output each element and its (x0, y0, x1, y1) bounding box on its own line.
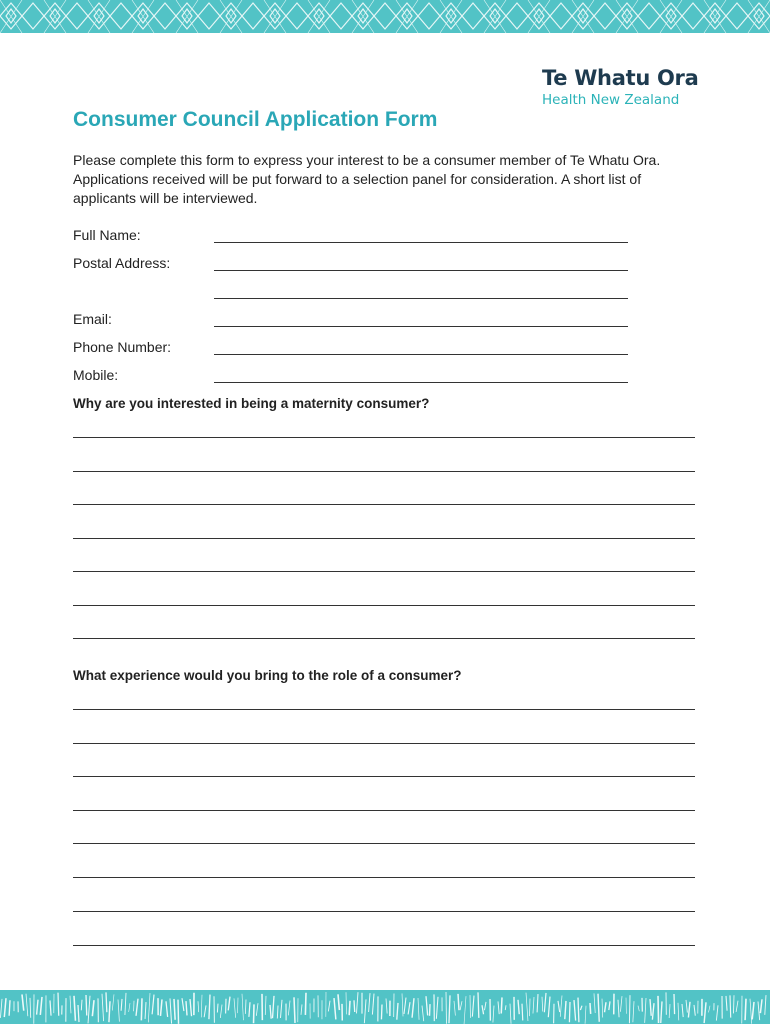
q2-answer-line[interactable] (73, 911, 695, 912)
mobile-field[interactable] (214, 382, 628, 383)
page-title: Consumer Council Application Form (73, 108, 438, 131)
q1-answer-line[interactable] (73, 605, 695, 606)
email-field[interactable] (214, 326, 628, 327)
logo-name: Te Whatu Ora (542, 66, 699, 90)
logo-subname: Health New Zealand (542, 92, 680, 108)
q2-answer-line[interactable] (73, 776, 695, 777)
postal-address-field-line-1[interactable] (214, 270, 628, 271)
q1-answer-line[interactable] (73, 638, 695, 639)
q2-answer-line[interactable] (73, 877, 695, 878)
q2-answer-line[interactable] (73, 743, 695, 744)
q2-answer-line[interactable] (73, 810, 695, 811)
q1-answer-line[interactable] (73, 571, 695, 572)
q1-answer-line[interactable] (73, 504, 695, 505)
q2-answer-line[interactable] (73, 709, 695, 710)
question-maternity-interest: Why are you interested in being a maternity consumer? (73, 396, 430, 411)
bottom-pattern-band (0, 990, 770, 1024)
q2-answer-line[interactable] (73, 843, 695, 844)
mobile-label: Mobile: (73, 367, 119, 383)
organization-logo (542, 66, 732, 109)
phone-number-field[interactable] (214, 354, 628, 355)
top-pattern-band (0, 0, 770, 33)
intro-paragraph: Please complete this form to express your interest to be a consumer member of Te Whatu Ora. Applications received will be put forward to a selection panel for consideration. A short list of applicants will be interviewed. (73, 152, 661, 206)
postal-address-field-line-2[interactable] (214, 298, 628, 299)
email-label: Email: (73, 311, 112, 327)
question-experience: What experience would you bring to the role of a consumer? (73, 668, 462, 683)
q1-answer-line[interactable] (73, 437, 695, 438)
q1-answer-line[interactable] (73, 471, 695, 472)
phone-number-label: Phone Number: (73, 339, 172, 355)
q2-answer-line[interactable] (73, 945, 695, 946)
postal-address-label: Postal Address: (73, 255, 171, 271)
full-name-label: Full Name: (73, 227, 141, 243)
full-name-field[interactable] (214, 242, 628, 243)
q1-answer-line[interactable] (73, 538, 695, 539)
